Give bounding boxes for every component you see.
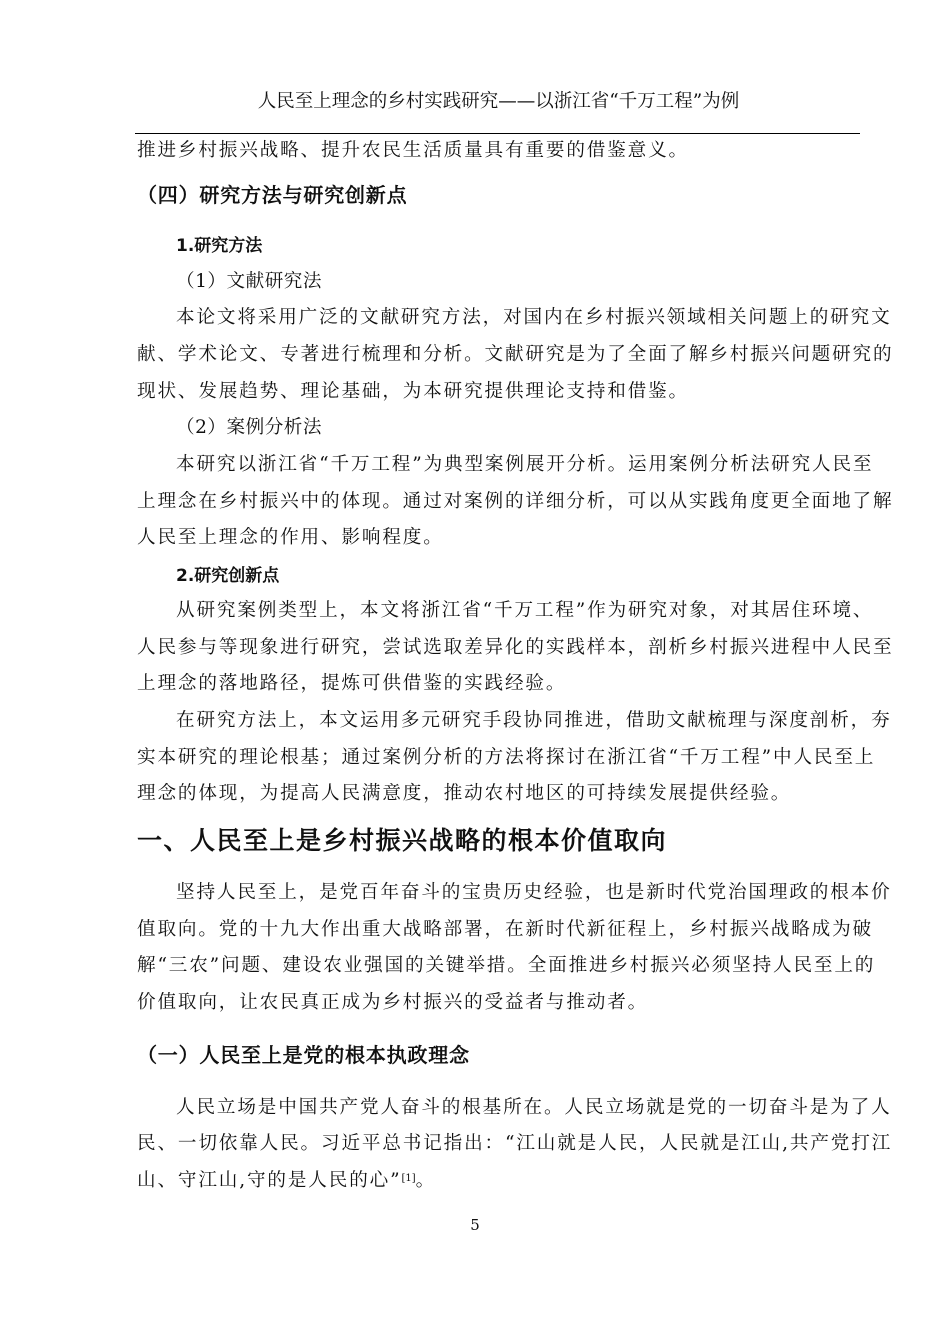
paragraph-line: 上理念的落地路径，提炼可供借鉴的实践经验。 bbox=[137, 673, 567, 694]
paragraph-line: 解“三农”问题、建设农业强国的关键举措。全面推进乡村振兴必须坚持人民至上的 bbox=[137, 955, 876, 976]
paragraph-line: 民、一切依靠人民。习近平总书记指出：“江山就是人民，人民就是江山,共产党打江 bbox=[137, 1133, 893, 1154]
method-heading: （1）文献研究法 bbox=[176, 271, 322, 292]
paragraph-line: 人民参与等现象进行研究，尝试选取差异化的实践样本，剖析乡村振兴进程中人民至 bbox=[137, 637, 894, 658]
header-rule bbox=[135, 133, 860, 134]
paragraph-line bbox=[137, 1169, 861, 1193]
citation-superscript[interactable]: [1] bbox=[401, 1173, 416, 1184]
paragraph-line: 价值取向，让农民真正成为乡村振兴的受益者与推动者。 bbox=[137, 992, 649, 1013]
section-heading: （四）研究方法与研究创新点 bbox=[137, 183, 408, 207]
subsection-heading: 2.研究创新点 bbox=[176, 566, 280, 586]
paragraph-line: 人民立场是中国共产党人奋斗的根基所在。人民立场就是党的一切奋斗是为了人 bbox=[176, 1097, 892, 1118]
paragraph-line: 人民至上理念的作用、影响程度。 bbox=[137, 527, 444, 548]
paragraph-line: 坚持人民至上，是党百年奋斗的宝贵历史经验，也是新时代党治国理政的根本价 bbox=[176, 882, 892, 903]
paragraph-line: 现状、发展趋势、理论基础，为本研究提供理论支持和借鉴。 bbox=[137, 381, 689, 402]
paragraph-line: 本研究以浙江省“千万工程”为典型案例展开分析。运用案例分析法研究人民至 bbox=[176, 454, 874, 475]
paragraph-line: 从研究案例类型上，本文将浙江省“千万工程”作为研究对象，对其居住环境、 bbox=[176, 600, 874, 621]
page-number: 5 bbox=[470, 1216, 480, 1234]
end-punctuation: 。 bbox=[415, 1170, 437, 1191]
paragraph-line: 献、学术论文、专著进行梳理和分析。文献研究是为了全面了解乡村振兴问题研究的 bbox=[137, 344, 894, 365]
paragraph-line: 本论文将采用广泛的文献研究方法，对国内在乡村振兴领域相关问题上的研究文 bbox=[176, 307, 892, 328]
paragraph-line: 推进乡村振兴战略、提升农民生活质量具有重要的借鉴意义。 bbox=[137, 140, 689, 161]
paragraph-line: 值取向。党的十九大作出重大战略部署，在新时代新征程上，乡村振兴战略成为破 bbox=[137, 919, 873, 940]
paragraph-line: 理念的体现，为提高人民满意度，推动农村地区的可持续发展提供经验。 bbox=[137, 783, 792, 804]
paragraph-line: 实本研究的理论根基；通过案例分析的方法将探讨在浙江省“千万工程”中人民至上 bbox=[137, 747, 876, 768]
paragraph-line: 上理念在乡村振兴中的体现。通过对案例的详细分析，可以从实践角度更全面地了解 bbox=[137, 491, 894, 512]
running-header-title: 人民至上理念的乡村实践研究——以浙江省“千万工程”为例 bbox=[257, 91, 740, 112]
paragraph-text: 山、守江山,守的是人民的心” bbox=[137, 1170, 402, 1191]
section-heading: （一）人民至上是党的根本执政理念 bbox=[137, 1043, 470, 1067]
subsection-heading: 1.研究方法 bbox=[176, 236, 263, 256]
paragraph-line: 在研究方法上，本文运用多元研究手段协同推进，借助文献梳理与深度剖析，夯 bbox=[176, 710, 892, 731]
chapter-heading: 一、人民至上是乡村振兴战略的根本价值取向 bbox=[137, 826, 668, 855]
method-heading: （2）案例分析法 bbox=[176, 417, 322, 438]
